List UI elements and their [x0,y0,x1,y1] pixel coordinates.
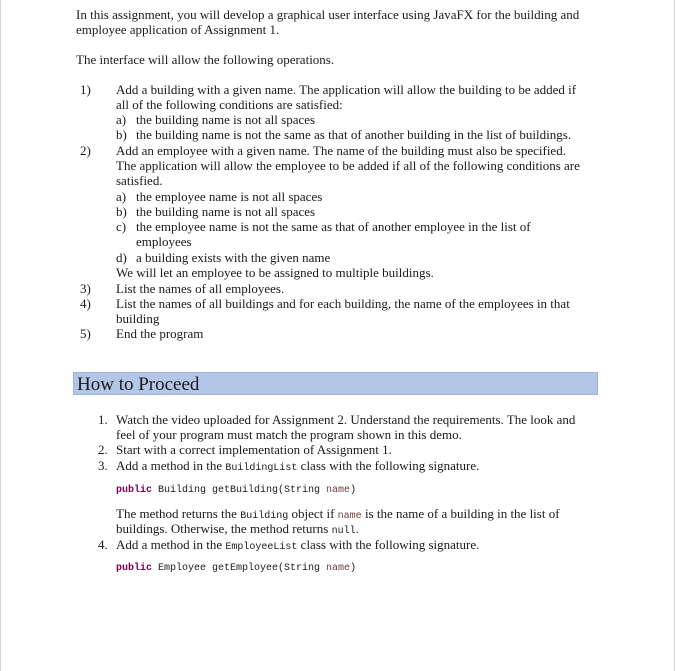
item-text: Add a building with a given name. The application will allow the building to be added if [116,82,577,97]
step-text: Watch the video uploaded for Assignment 2. Understand the requirements. The look and [116,412,576,427]
code-text: Employee getEmployee(String [152,563,327,574]
item-text: satisfied. [116,173,163,188]
code-keyword: public [116,563,153,574]
sub-item-number: b) [116,127,127,142]
item-text: The application will allow the employee to be added if all of the following conditions are [116,158,580,173]
sub-item-text: the employee name is not all spaces [136,189,323,204]
step-text: feel of your program must match the program shown in this demo. [116,427,462,442]
returns-text: The method returns the [116,506,241,521]
item-number: 2) [80,143,91,158]
sub-item-text: a building exists with the given name [136,250,331,265]
item-text: Add an employee with a given name. The name of the building must also be specified. [116,143,566,158]
returns-text: buildings. Otherwise, the method returns [116,521,332,536]
item-text: End the program [116,326,204,341]
sub-item-number: d) [116,250,127,265]
sub-item-text: the building name is not the same as that of another building in the list of buildings. [136,127,572,142]
class-name-code: EmployeeList [225,542,298,553]
step-number: 4. [98,537,108,552]
step-text-post: class with the following signature. [297,537,480,552]
item-text: building [116,311,160,326]
sub-item-number: a) [116,189,127,204]
returns-code-param: name [337,511,362,522]
step-text [116,458,598,476]
section-title: How to Proceed [77,374,200,395]
class-name-code: BuildingList [225,463,298,474]
returns-text: is the name of a building in the list of [361,506,560,521]
section-heading-bar [73,372,598,395]
returns-text: . [355,521,359,536]
operations-intro: The interface will allow the following operations. [76,52,335,67]
item-text: all of the following conditions are satisfied: [116,97,343,112]
code-keyword: public [116,485,153,496]
returns-text: object if [288,506,338,521]
returns-code: Building [240,511,289,522]
item-text: List the names of all buildings and for each building, the name of the employees in that [116,296,570,311]
page-border-left [0,0,1,671]
code-signature-2 [116,561,356,576]
intro-line-2: employee application of Assignment 1. [76,22,280,37]
step-number: 1. [98,412,108,427]
item-number: 5) [80,326,91,341]
item-number: 1) [80,82,91,97]
code-signature-1 [116,483,356,498]
sub-item-text: employees [136,234,192,249]
sub-item-number: b) [116,204,127,219]
intro-line-1: In this assignment, you will develop a graphical user interface using JavaFX for the building and [76,7,580,22]
step-text-post: class with the following signature. [297,458,480,473]
step-number: 3. [98,458,108,473]
item-number: 3) [80,281,91,296]
sub-item-number: c) [116,219,127,234]
code-text-end: ) [350,485,357,496]
code-text-end: ) [350,563,357,574]
item-number: 4) [80,296,91,311]
page-border-right [674,0,675,671]
step-text-pre: Add a method in the [116,458,226,473]
item-text: List the names of all employees. [116,281,285,296]
sub-item-text: the building name is not all spaces [136,204,316,219]
step-text [116,537,598,555]
sub-item-number: a) [116,112,127,127]
returns-code: null [331,526,356,537]
step-number: 2. [98,442,108,457]
step-text: Start with a correct implementation of Assignment 1. [116,442,392,457]
sub-item-text: the building name is not all spaces [136,112,316,127]
item-text: We will let an employee to be assigned to multiple buildings. [116,265,434,280]
code-text: Building getBuilding(String [152,485,327,496]
code-param: name [326,485,351,496]
code-param: name [326,563,351,574]
step-text-pre: Add a method in the [116,537,226,552]
sub-item-text: the employee name is not the same as that of another employee in the list of [136,219,531,234]
